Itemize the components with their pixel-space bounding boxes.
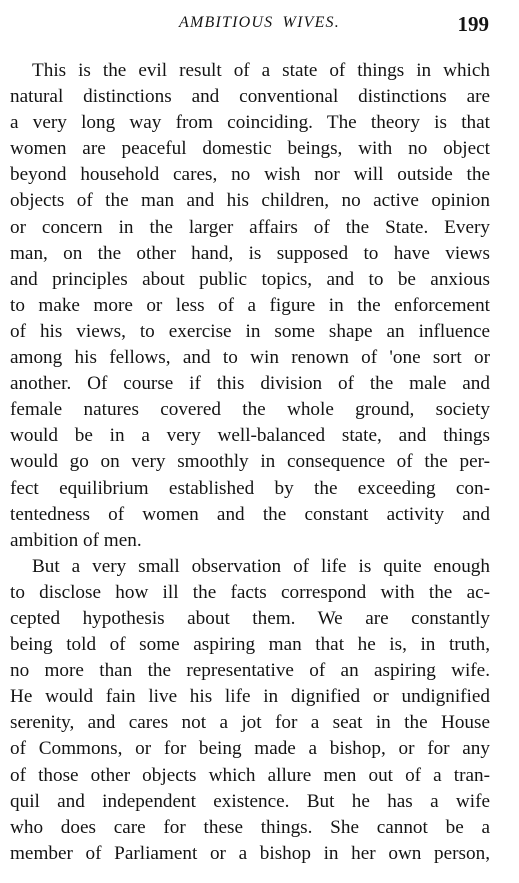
text-line: cepted hypothesis about them. We are constantly <box>10 607 490 629</box>
running-title: AMBITIOUS WIVES. <box>179 14 340 31</box>
text-line: another. Of course if this division of the male and <box>10 373 490 395</box>
text-line: tentedness of women and the constant activity and <box>10 503 490 525</box>
text-line: He would fain live his life in dignified or undignified <box>10 686 490 708</box>
text-line: no more than the representative of an aspiring wife. <box>10 660 490 682</box>
text-line: objects of the man and his children, no active opinion <box>10 190 490 212</box>
text-line: among his fellows, and to win renown of 'one sort or <box>10 347 490 369</box>
text-line: This is the evil result of a state of things in which <box>32 60 490 81</box>
text-line: quil and independent existence. But he has a wife <box>10 790 490 812</box>
text-line: being told of some aspiring man that he is, in truth, <box>10 634 490 656</box>
text-line: to disclose how ill the facts correspond with the ac- <box>10 581 490 603</box>
text-line: serenity, and cares not a jot for a seat in the House <box>10 712 490 734</box>
text-line: of those other objects which allure men out of a tran- <box>10 764 490 786</box>
text-line: of Commons, or for being made a bishop, or for any <box>10 738 490 760</box>
text-line: fect equilibrium established by the exceeding con- <box>10 477 490 499</box>
text-line: man, on the other hand, is supposed to have views <box>10 242 490 264</box>
text-line: natural distinctions and conventional distinctions are <box>10 86 490 108</box>
text-line: and principles about public topics, and to be anxious <box>10 268 490 290</box>
running-head <box>0 12 519 38</box>
text-line: a very long way from coinciding. The theory is that <box>10 112 490 134</box>
text-line: of his views, to exercise in some shape an influence <box>10 320 490 342</box>
body-text <box>10 58 490 867</box>
text-line: women are peaceful domestic beings, with no object <box>10 138 490 160</box>
text-line: ambition of men. <box>10 529 142 551</box>
text-line: But a very small observation of life is quite enough <box>32 555 490 577</box>
paragraph-2 <box>10 554 490 867</box>
text-line: to make more or less of a figure in the enforcement <box>10 294 490 316</box>
text-line: or concern in the larger affairs of the State. Every <box>10 216 490 238</box>
text-line: would go on very smoothly in consequence of the per- <box>10 451 490 473</box>
text-line: beyond household cares, no wish nor will outside the <box>10 164 490 186</box>
text-line: female natures covered the whole ground, society <box>10 399 490 421</box>
text-line: who does care for these things. She cannot be a <box>10 816 490 838</box>
text-line: member of Parliament or a bishop in her own person, <box>10 842 490 864</box>
paragraph-1 <box>10 58 490 554</box>
text-line: would be in a very well-balanced state, and things <box>10 425 490 447</box>
page-number: 199 <box>457 12 489 36</box>
